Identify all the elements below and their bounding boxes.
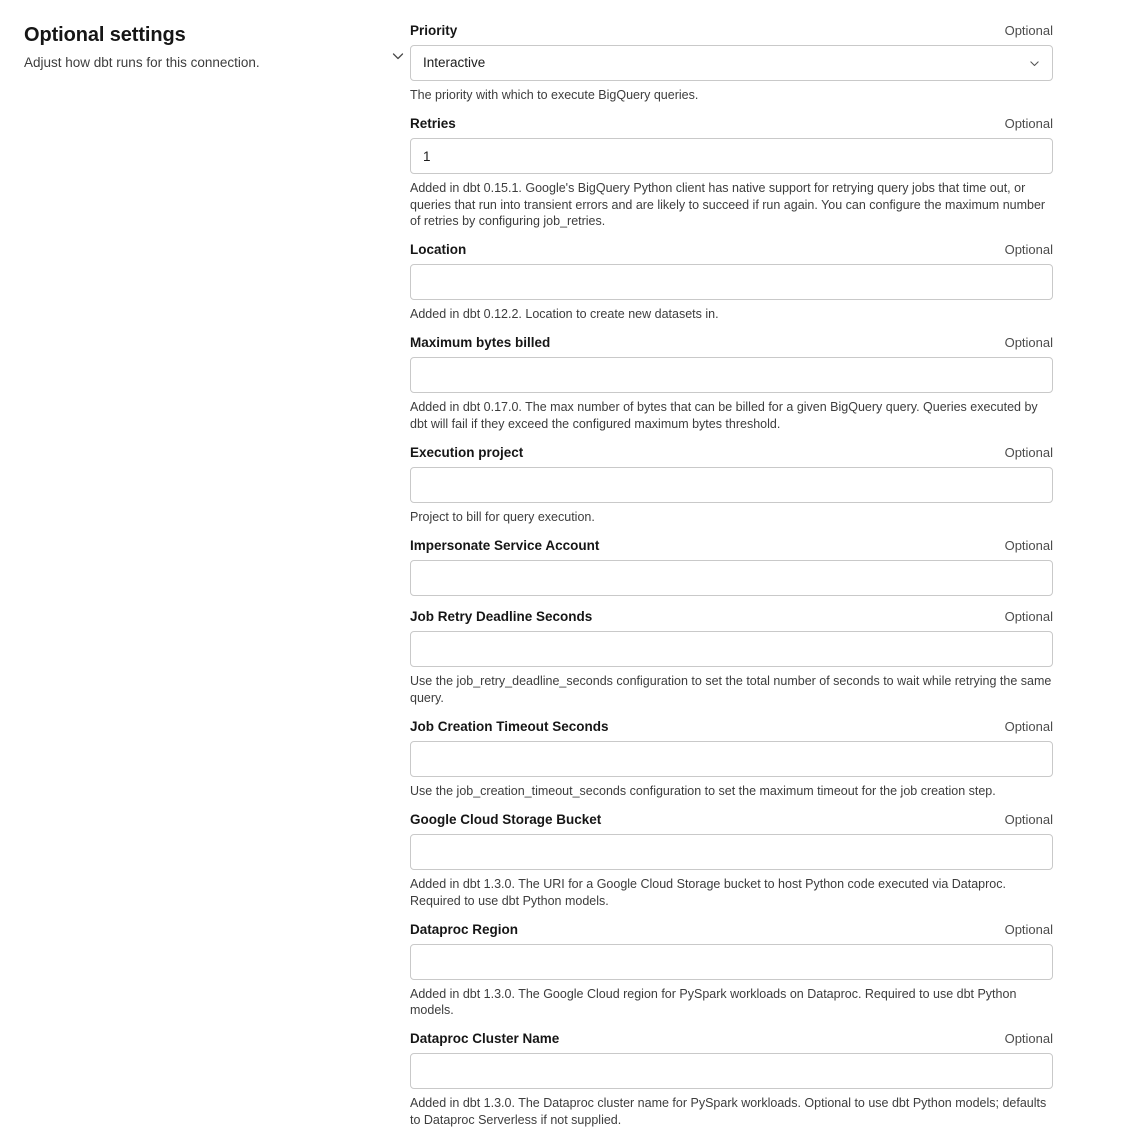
page-subtitle: Adjust how dbt runs for this connection. [24, 55, 260, 70]
field-header [410, 608, 1053, 626]
text-input[interactable] [410, 357, 1053, 393]
priority-select[interactable] [410, 45, 1053, 81]
form-field [410, 537, 1053, 608]
field-header [410, 115, 1053, 133]
field-optional-tag: Optional [1004, 335, 1053, 351]
field-spacer [410, 596, 1053, 608]
field-help-text: Use the job_creation_timeout_seconds configuration to set the maximum timeout for the job creation step. [410, 783, 996, 798]
field-spacer [410, 706, 1053, 718]
field-label: Execution project [410, 445, 524, 461]
field-spacer [410, 799, 1053, 811]
field-optional-tag: Optional [1004, 609, 1053, 625]
text-input[interactable] [410, 138, 1053, 174]
field-label: Job Retry Deadline Seconds [410, 609, 593, 625]
field-label: Retries [410, 116, 456, 132]
field-optional-tag: Optional [1004, 445, 1053, 461]
field-help-text: Use the job_retry_deadline_seconds configuration to set the total number of seconds to wait while retrying the same query. [410, 674, 1052, 705]
field-label: Maximum bytes billed [410, 335, 551, 351]
field-spacer [410, 432, 1053, 444]
text-input[interactable] [410, 1053, 1053, 1089]
field-label: Priority [410, 23, 458, 38]
field-optional-tag: Optional [1004, 812, 1053, 828]
text-input[interactable] [410, 944, 1053, 980]
priority-select-value[interactable]: Interactive [410, 45, 1053, 81]
form-field [410, 241, 1053, 334]
field-help-text: Added in dbt 0.15.1. Google's BigQuery Python client has native support for retrying query jobs that time out, or queries that run into transient errors and are likely to succeed if run again. You can configure the maximum number of retries by configuring job_retries. [410, 181, 1046, 228]
field-optional-tag: Optional [1004, 1031, 1053, 1047]
form-field [410, 718, 1053, 811]
settings-fields-column [410, 22, 1082, 1140]
field-header [410, 22, 1053, 40]
field-optional-tag: Optional [1004, 23, 1053, 38]
field-help-text: Project to bill for query execution. [410, 510, 595, 525]
field-help-text: Added in dbt 0.17.0. The max number of bytes that can be billed for a given BigQuery query. Queries executed by dbt will fail if they exceed the configured maximum bytes threshold. [410, 400, 1038, 431]
field-header [410, 811, 1053, 829]
field-spacer [410, 909, 1053, 921]
settings-description-column [0, 22, 410, 72]
field-label: Impersonate Service Account [410, 538, 600, 554]
text-input[interactable] [410, 264, 1053, 300]
field-optional-tag: Optional [1004, 921, 1053, 937]
form-field [410, 22, 1053, 115]
text-input[interactable] [410, 560, 1053, 596]
field-spacer [410, 525, 1053, 537]
text-input[interactable] [410, 467, 1053, 503]
field-spacer [410, 103, 1053, 115]
field-header [410, 921, 1053, 939]
form-field [410, 1030, 1053, 1140]
form-field [410, 444, 1053, 537]
form-field [410, 334, 1053, 444]
field-optional-tag: Optional [1004, 538, 1053, 554]
page-title: Optional settings [24, 24, 186, 46]
field-help-text: Added in dbt 0.12.2. Location to create new datasets in. [410, 307, 719, 322]
field-label: Dataproc Cluster Name [410, 1031, 560, 1047]
field-label: Google Cloud Storage Bucket [410, 812, 602, 828]
text-input[interactable] [410, 834, 1053, 870]
field-spacer [410, 229, 1053, 241]
field-help-text: Added in dbt 1.3.0. The URI for a Google Cloud Storage bucket to host Python code executed via Dataproc. Required to use dbt Python models. [410, 877, 1006, 908]
text-input[interactable] [410, 631, 1053, 667]
field-optional-tag: Optional [1004, 242, 1053, 258]
form-field [410, 608, 1053, 718]
form-field [410, 811, 1053, 921]
field-help-text: Added in dbt 1.3.0. The Google Cloud region for PySpark workloads on Dataproc. Required to use dbt Python models. [410, 986, 1017, 1018]
settings-layout [0, 22, 1134, 1140]
field-optional-tag: Optional [1004, 718, 1053, 734]
field-spacer [410, 322, 1053, 334]
field-spacer [410, 1018, 1053, 1030]
form-field [410, 115, 1053, 241]
field-label: Dataproc Region [410, 921, 519, 937]
field-header [410, 334, 1053, 352]
field-header [410, 537, 1053, 555]
field-optional-tag: Optional [1004, 116, 1053, 132]
form-field [410, 921, 1053, 1031]
field-header [410, 1030, 1053, 1048]
field-help-text: The priority with which to execute BigQuery queries. [410, 88, 699, 102]
field-label: Job Creation Timeout Seconds [410, 718, 609, 734]
field-header [410, 241, 1053, 259]
text-input[interactable] [410, 741, 1053, 777]
field-label: Location [410, 242, 467, 258]
field-header [410, 444, 1053, 462]
chevron-down-icon[interactable] [390, 48, 406, 64]
field-header [410, 718, 1053, 736]
field-help-text: Added in dbt 1.3.0. The Dataproc cluster name for PySpark workloads. Optional to use dbt Python models; defaults to Dataproc Serverless if not supplied. [410, 1096, 1047, 1127]
